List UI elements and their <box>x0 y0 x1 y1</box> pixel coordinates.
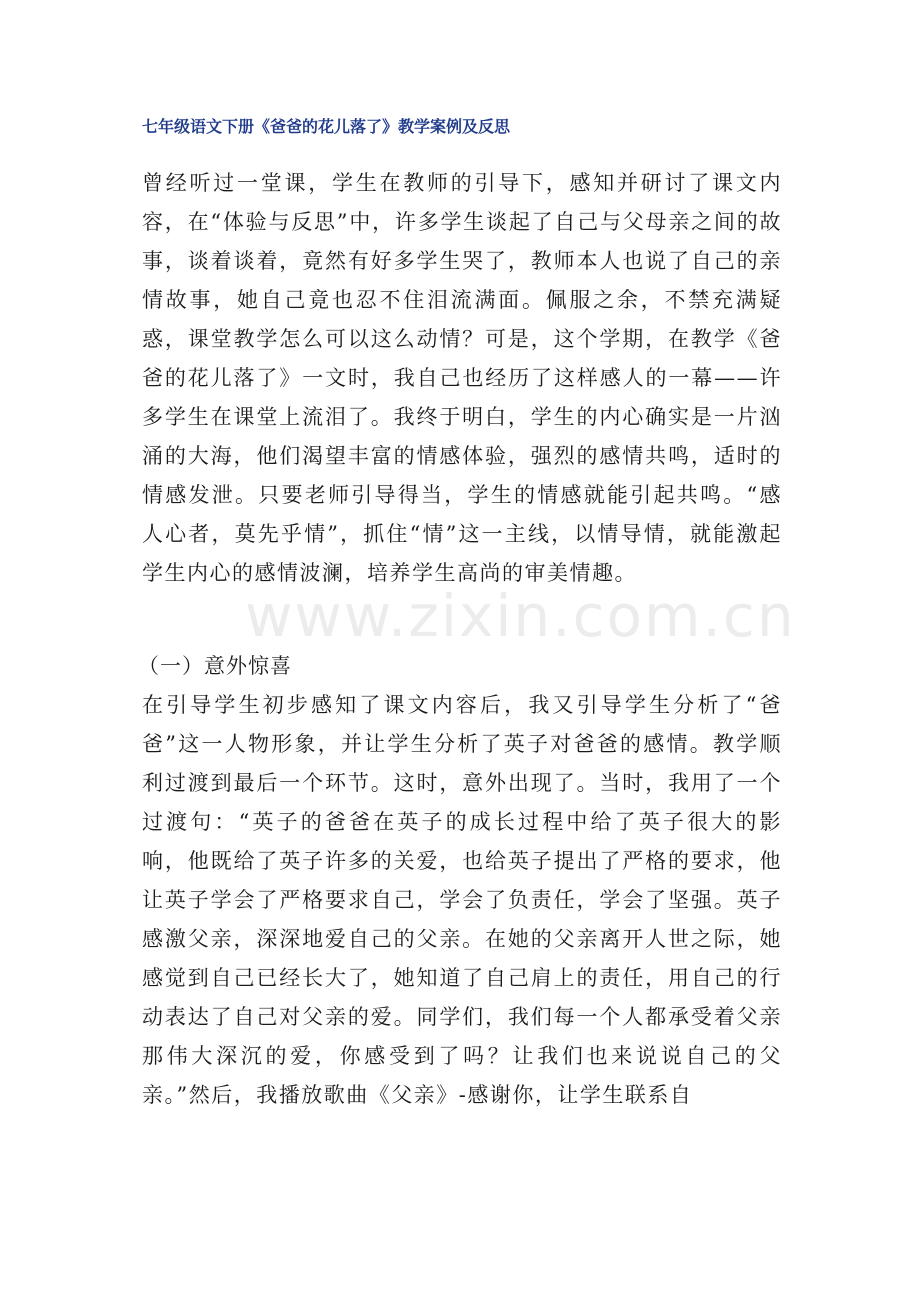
paragraph-section-one: 在引导学生初步感知了课文内容后，我又引导学生分析了“爸爸”这一人物形象，并让学生分析了英子对爸爸的感情。教学顺利过渡到最后一个环节。这时，意外出现了。当时，我用了一个过渡句：“英子的爸爸在英子的成长过程中给了英子很大的影响，他既给了英子许多的关爱，也给英子提出了严格的要求，他让英子学会了严格要求自己，学会了负责任，学会了坚强。英子感激父亲，深深地爱自己的父亲。在她的父亲离开人世之际，她感觉到自己已经长大了，她知道了自己肩上的责任，用自己的行动表达了自己对父亲的爱。同学们，我们每一个人都承受着父亲那伟大深沉的爱，你感受到了吗？让我们也来说说自己的父亲。”然后，我播放歌曲《父亲》-感谢你，让学生联系自 <box>142 693 782 1107</box>
section-heading: （一）意外惊喜 <box>138 654 292 678</box>
paragraph-intro: 曾经听过一堂课，学生在教师的引导下，感知并研讨了课文内容，在“体验与反思”中，许多学生谈起了自己与父母亲之间的故事，谈着谈着，竟然有好多学生哭了，教师本人也说了自己的亲情故事，她自己竟也忍不住泪流满面。佩服之余，不禁充满疑惑，课堂教学怎么可以这么动情？可是，这个学期，在教学《爸爸的花儿落了》一文时，我自己也经历了这样感人的一幕——许多学生在课堂上流泪了。我终于明白，学生的内心确实是一片汹涌的大海，他们渴望丰富的情感体验，强烈的感情共鸣，适时的情感发泄。只要老师引导得当，学生的情感就能引起共鸣。“感人心者，莫先乎情”，抓住“情”这一主线，以情导情，就能激起学生内心的感情波澜，培养学生高尚的审美情趣。 <box>142 171 782 585</box>
watermark: www.zixin.com.cn <box>245 582 796 650</box>
document-title: 七年级语文下册《爸爸的花儿落了》教学案例及反思 <box>142 117 511 136</box>
